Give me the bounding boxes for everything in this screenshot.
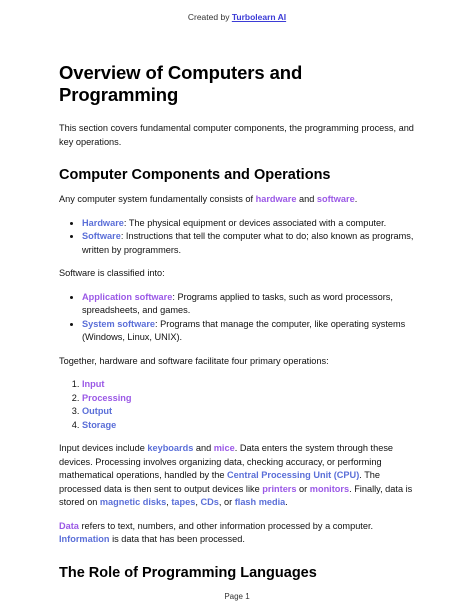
term-magnetic-disks: magnetic disks xyxy=(99,497,167,507)
list-item xyxy=(82,392,419,406)
brand-link[interactable]: Turbolearn AI xyxy=(231,12,287,22)
operations-paragraph: Together, hardware and software facilitate four primary operations: xyxy=(59,355,329,366)
section-heading-components: Computer Components and Operations xyxy=(59,167,331,183)
software-types-list xyxy=(59,291,419,345)
list-item xyxy=(82,419,419,433)
components-list xyxy=(59,217,419,258)
list-item xyxy=(82,405,419,419)
term-keyboards: keyboards xyxy=(147,443,194,453)
page-title: Overview of Computers and Programming xyxy=(59,62,303,105)
software-classified-paragraph: Software is classified into: xyxy=(59,268,165,278)
list-item: • System software: Programs that manage the computer, like operating systems (Windows, Linux, UNIX). xyxy=(82,318,419,345)
page-header xyxy=(0,12,474,22)
term-hardware: hardware xyxy=(255,194,297,204)
term-tapes: tapes xyxy=(171,497,196,507)
page-number: Page 1 xyxy=(224,592,250,601)
data-paragraph: Data refers to text, numbers, and other information processed by a computer. Information is data that has been processed. xyxy=(59,520,374,544)
term-monitors: monitors xyxy=(309,483,350,494)
term-cpu: Central Processing Unit (CPU) xyxy=(227,470,360,480)
components-paragraph: Any computer system fundamentally consists of hardware and software. xyxy=(59,194,358,204)
term-system-software: System software xyxy=(82,318,156,329)
op-storage: Storage xyxy=(82,419,117,430)
term-information: Information xyxy=(59,534,110,544)
term-flash-media: flash media xyxy=(234,497,286,507)
term-printers: printers xyxy=(262,483,297,494)
term-mice: mice xyxy=(213,443,235,453)
term-cds: CDs xyxy=(200,497,219,507)
term-software-def: Software xyxy=(82,231,121,241)
section-heading-programming-languages: The Role of Programming Languages xyxy=(59,564,317,581)
op-input: Input xyxy=(82,379,105,389)
list-item: • Application software: Programs applied to tasks, such as word processors, spreadsheets, and games. xyxy=(82,291,419,318)
operations-list xyxy=(59,378,419,432)
intro-paragraph: This section covers fundamental computer components, the programming process, and key operations. xyxy=(59,123,414,147)
term-application-software: Application software xyxy=(82,291,173,302)
term-hardware-def: Hardware xyxy=(82,217,124,228)
list-item xyxy=(82,378,419,392)
op-output: Output xyxy=(82,406,113,416)
term-software: software xyxy=(316,194,355,204)
main-content xyxy=(59,62,419,591)
list-item: • Hardware: The physical equipment or devices associated with a computer. xyxy=(82,217,419,231)
term-data: Data xyxy=(59,520,79,531)
list-item: • Software: Instructions that tell the computer what to do; also known as programs, written by programmers. xyxy=(82,230,419,257)
op-processing: Processing xyxy=(82,392,132,403)
created-by-text: Created by xyxy=(187,12,232,22)
devices-paragraph: Input devices include keyboards and mice. Data enters the system through these devices. Processing involves organizing data, checking accuracy, or performing mathematical operations, handled by the Central Processing Unit (CPU). The processed data is then sent to output devices like printers or monitors. Finally, data is stored on magnetic disks, tapes, CDs, or flash media. xyxy=(59,443,413,507)
